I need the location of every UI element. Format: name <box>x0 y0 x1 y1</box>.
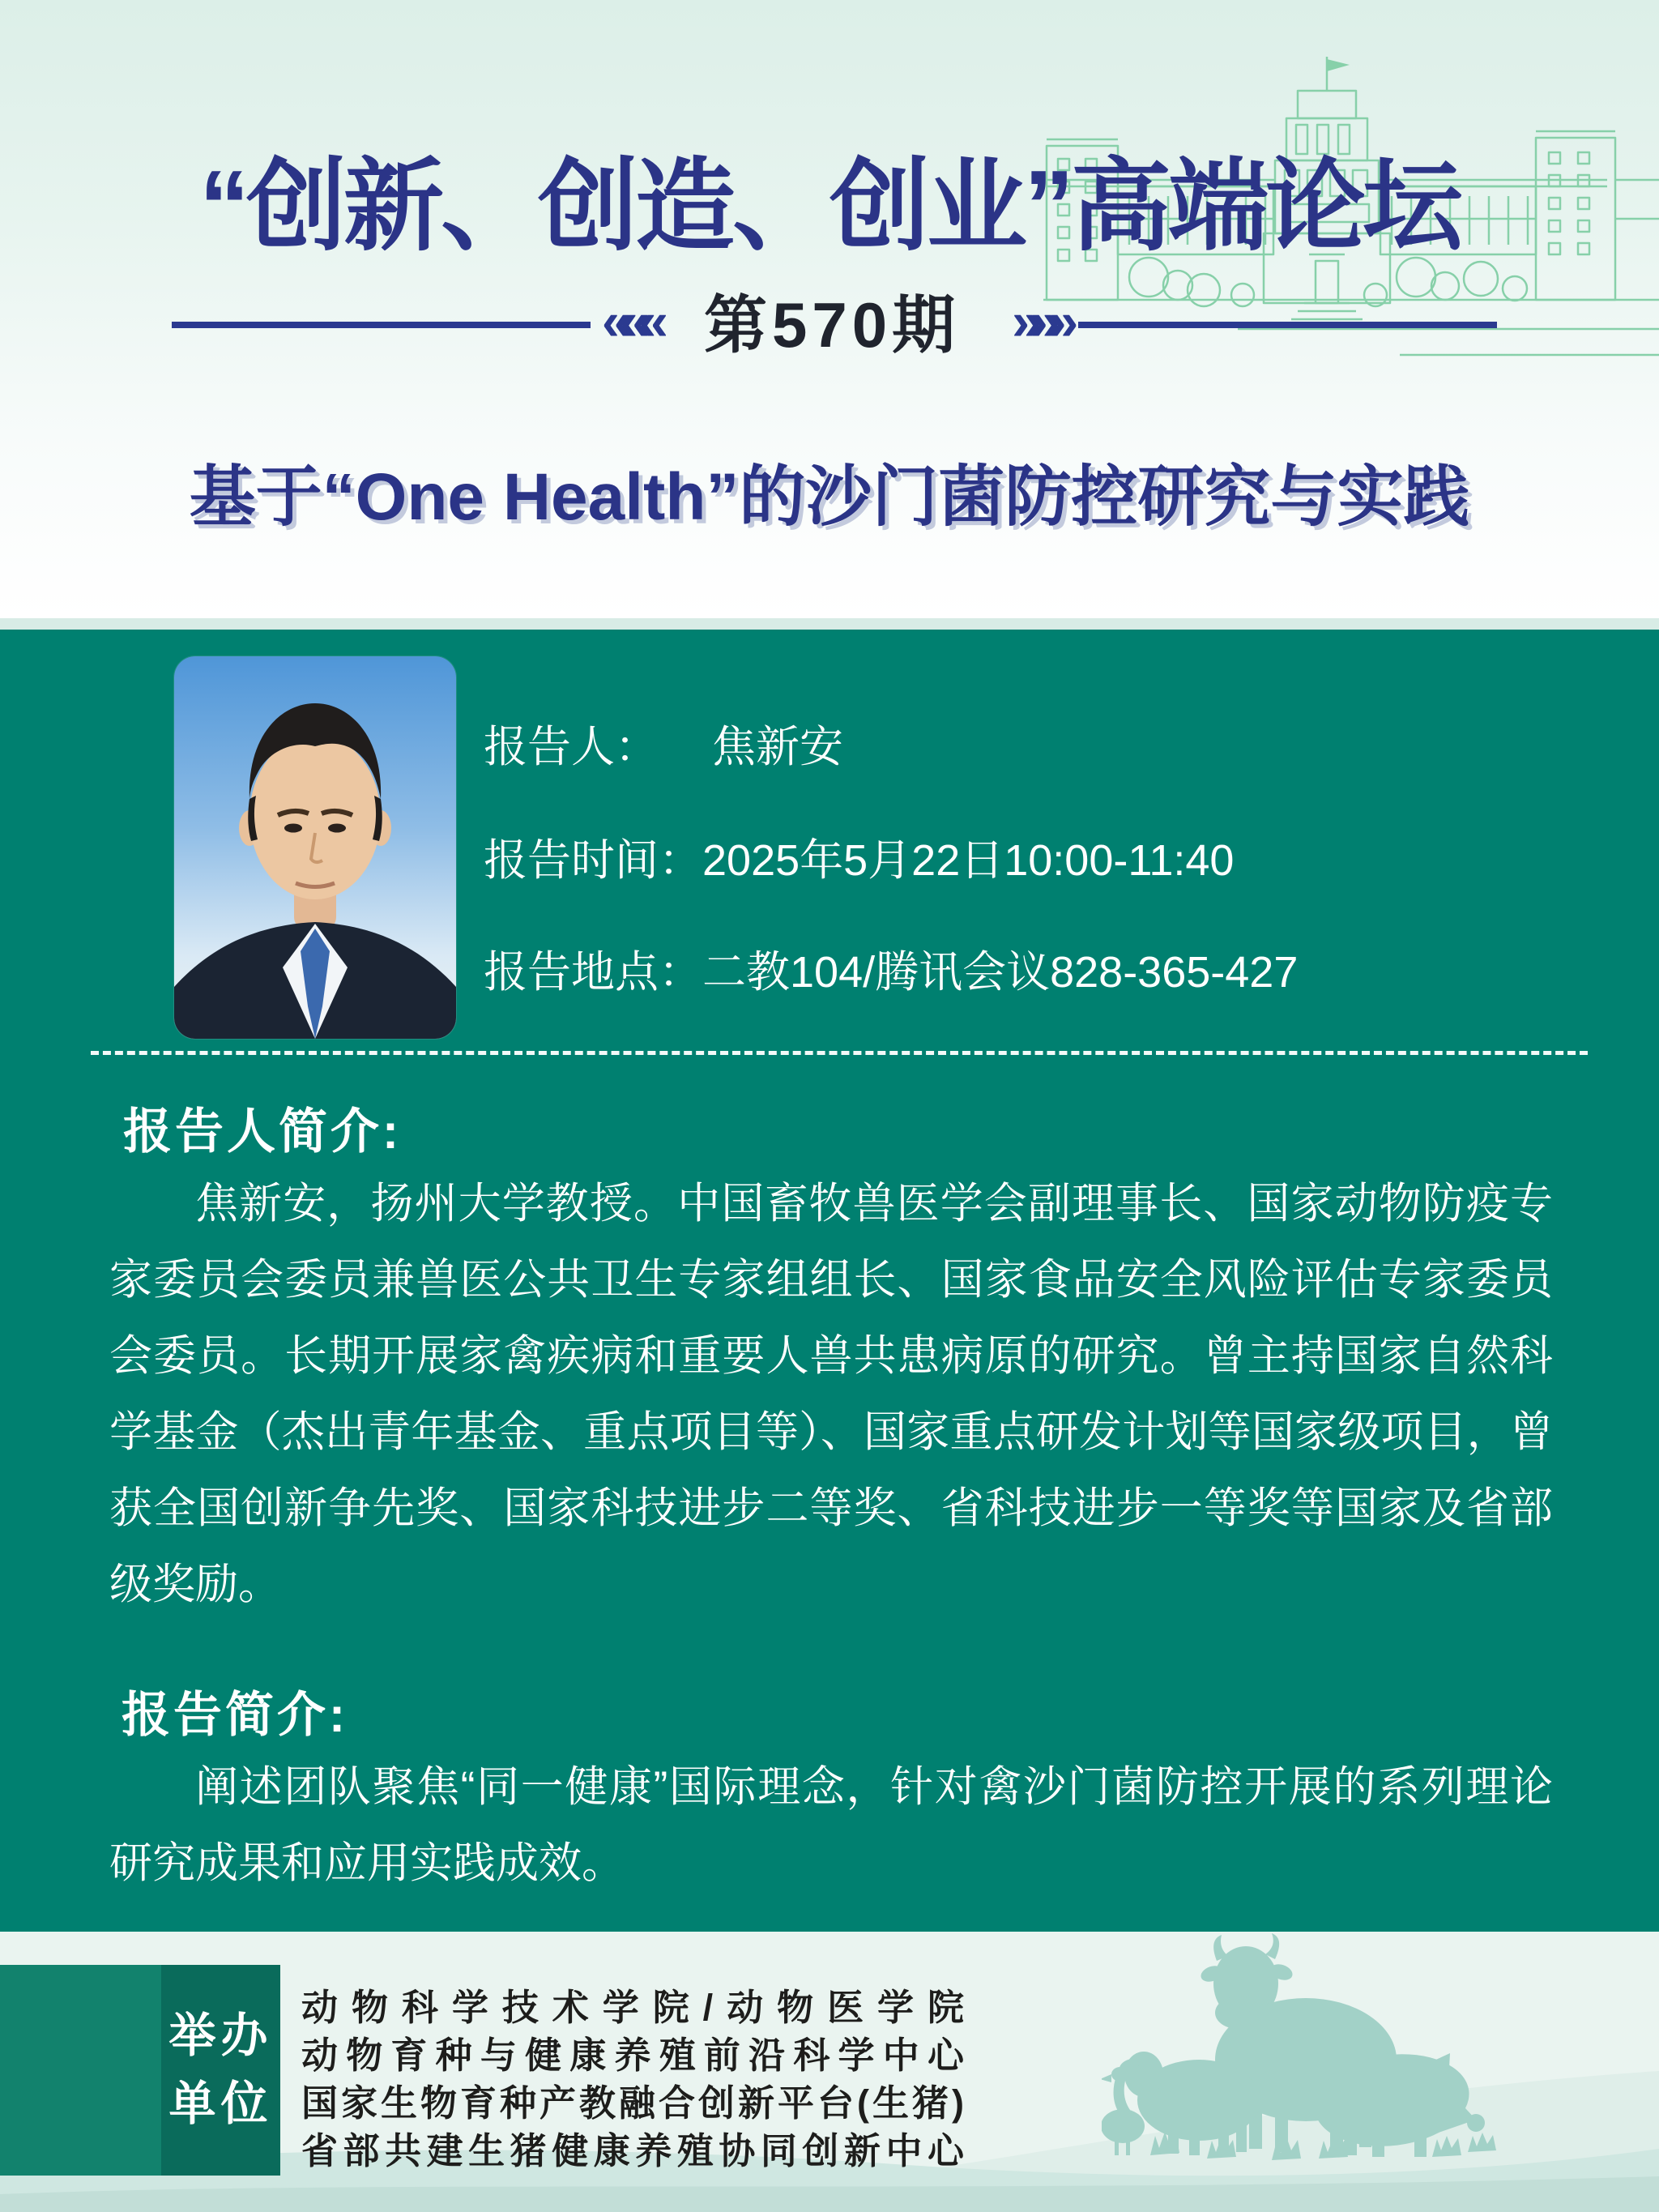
speaker-bio-heading: 报告人简介: <box>123 1104 402 1159</box>
organizer-item: 动物育种与健康养殖前沿科学中心 <box>301 2035 964 2076</box>
talk-intro-heading: 报告简介: <box>122 1688 348 1742</box>
divider-line-right <box>1078 322 1497 328</box>
location-value: 二教104/腾讯会议828-365-427 <box>702 948 1299 997</box>
header-section <box>0 0 1659 618</box>
organizer-label-line2: 单位 <box>168 2077 273 2130</box>
speaker-name: 焦新安 <box>712 723 843 771</box>
organizer-list <box>301 1984 964 2175</box>
info-row-speaker <box>484 725 1553 769</box>
time-value: 2025年5月22日10:00-11:40 <box>702 836 1235 885</box>
organizer-item: 省部共建生猪健康养殖协同创新中心 <box>301 2130 964 2171</box>
speaker-photo <box>174 656 456 1039</box>
speaker-bio-text: 焦新安，扬州大学教授。中国畜牧兽医学会副理事长、国家动物防疫专家委员会委员兼兽医公共卫生专家组组长、国家食品安全风险评估专家委员会委员。长期开展家禽疾病和重要人兽共患病原的研究。曾主持国家自然科学基金（杰出青年基金、重点项目等）、国家重点研发计划等国家级项目，曾获全国创新争先奖、国家科技进步二等奖、省科技进步一等奖等国家及省部级奖励。 <box>109 1180 1553 1608</box>
right-chevrons-icon: »»» <box>1012 291 1068 351</box>
forum-title: “创新、创造、创业”高端论坛 <box>198 151 1460 263</box>
lecture-title: 基于“One Health”的沙门菌防控研究与实践 <box>189 460 1470 534</box>
issue-divider-row <box>172 288 1497 361</box>
left-chevrons-icon: ««« <box>601 291 657 351</box>
divider-line-left <box>172 322 591 328</box>
organizer-label-line1: 举办 <box>168 2009 273 2062</box>
speaker-label: 报告人： <box>484 723 659 771</box>
dashed-divider <box>91 1051 1588 1055</box>
time-label: 报告时间： <box>484 836 702 885</box>
organizer-item: 国家生物育种产教融合创新平台(生猪) <box>301 2082 964 2124</box>
organizer-accent-block <box>0 1965 161 2176</box>
issue-number: 第570期 <box>703 289 961 361</box>
main-section <box>0 630 1659 1932</box>
info-row-location <box>484 948 1553 997</box>
lecture-info-list <box>484 723 1553 997</box>
info-row-time <box>484 836 1553 885</box>
organizer-item: 动物科学技术学院/动物医学院 <box>301 1987 964 2028</box>
mint-divider-strip <box>0 618 1659 630</box>
talk-intro-text: 阐述团队聚焦“同一健康”国际理念，针对禽沙门菌防控开展的系列理论研究成果和应用实践成效。 <box>109 1763 1553 1887</box>
location-label: 报告地点： <box>484 948 702 997</box>
footer-section <box>0 1932 1659 2212</box>
farm-animals-silhouette <box>1102 1932 1499 2167</box>
organizer-label-block <box>161 1965 280 2176</box>
